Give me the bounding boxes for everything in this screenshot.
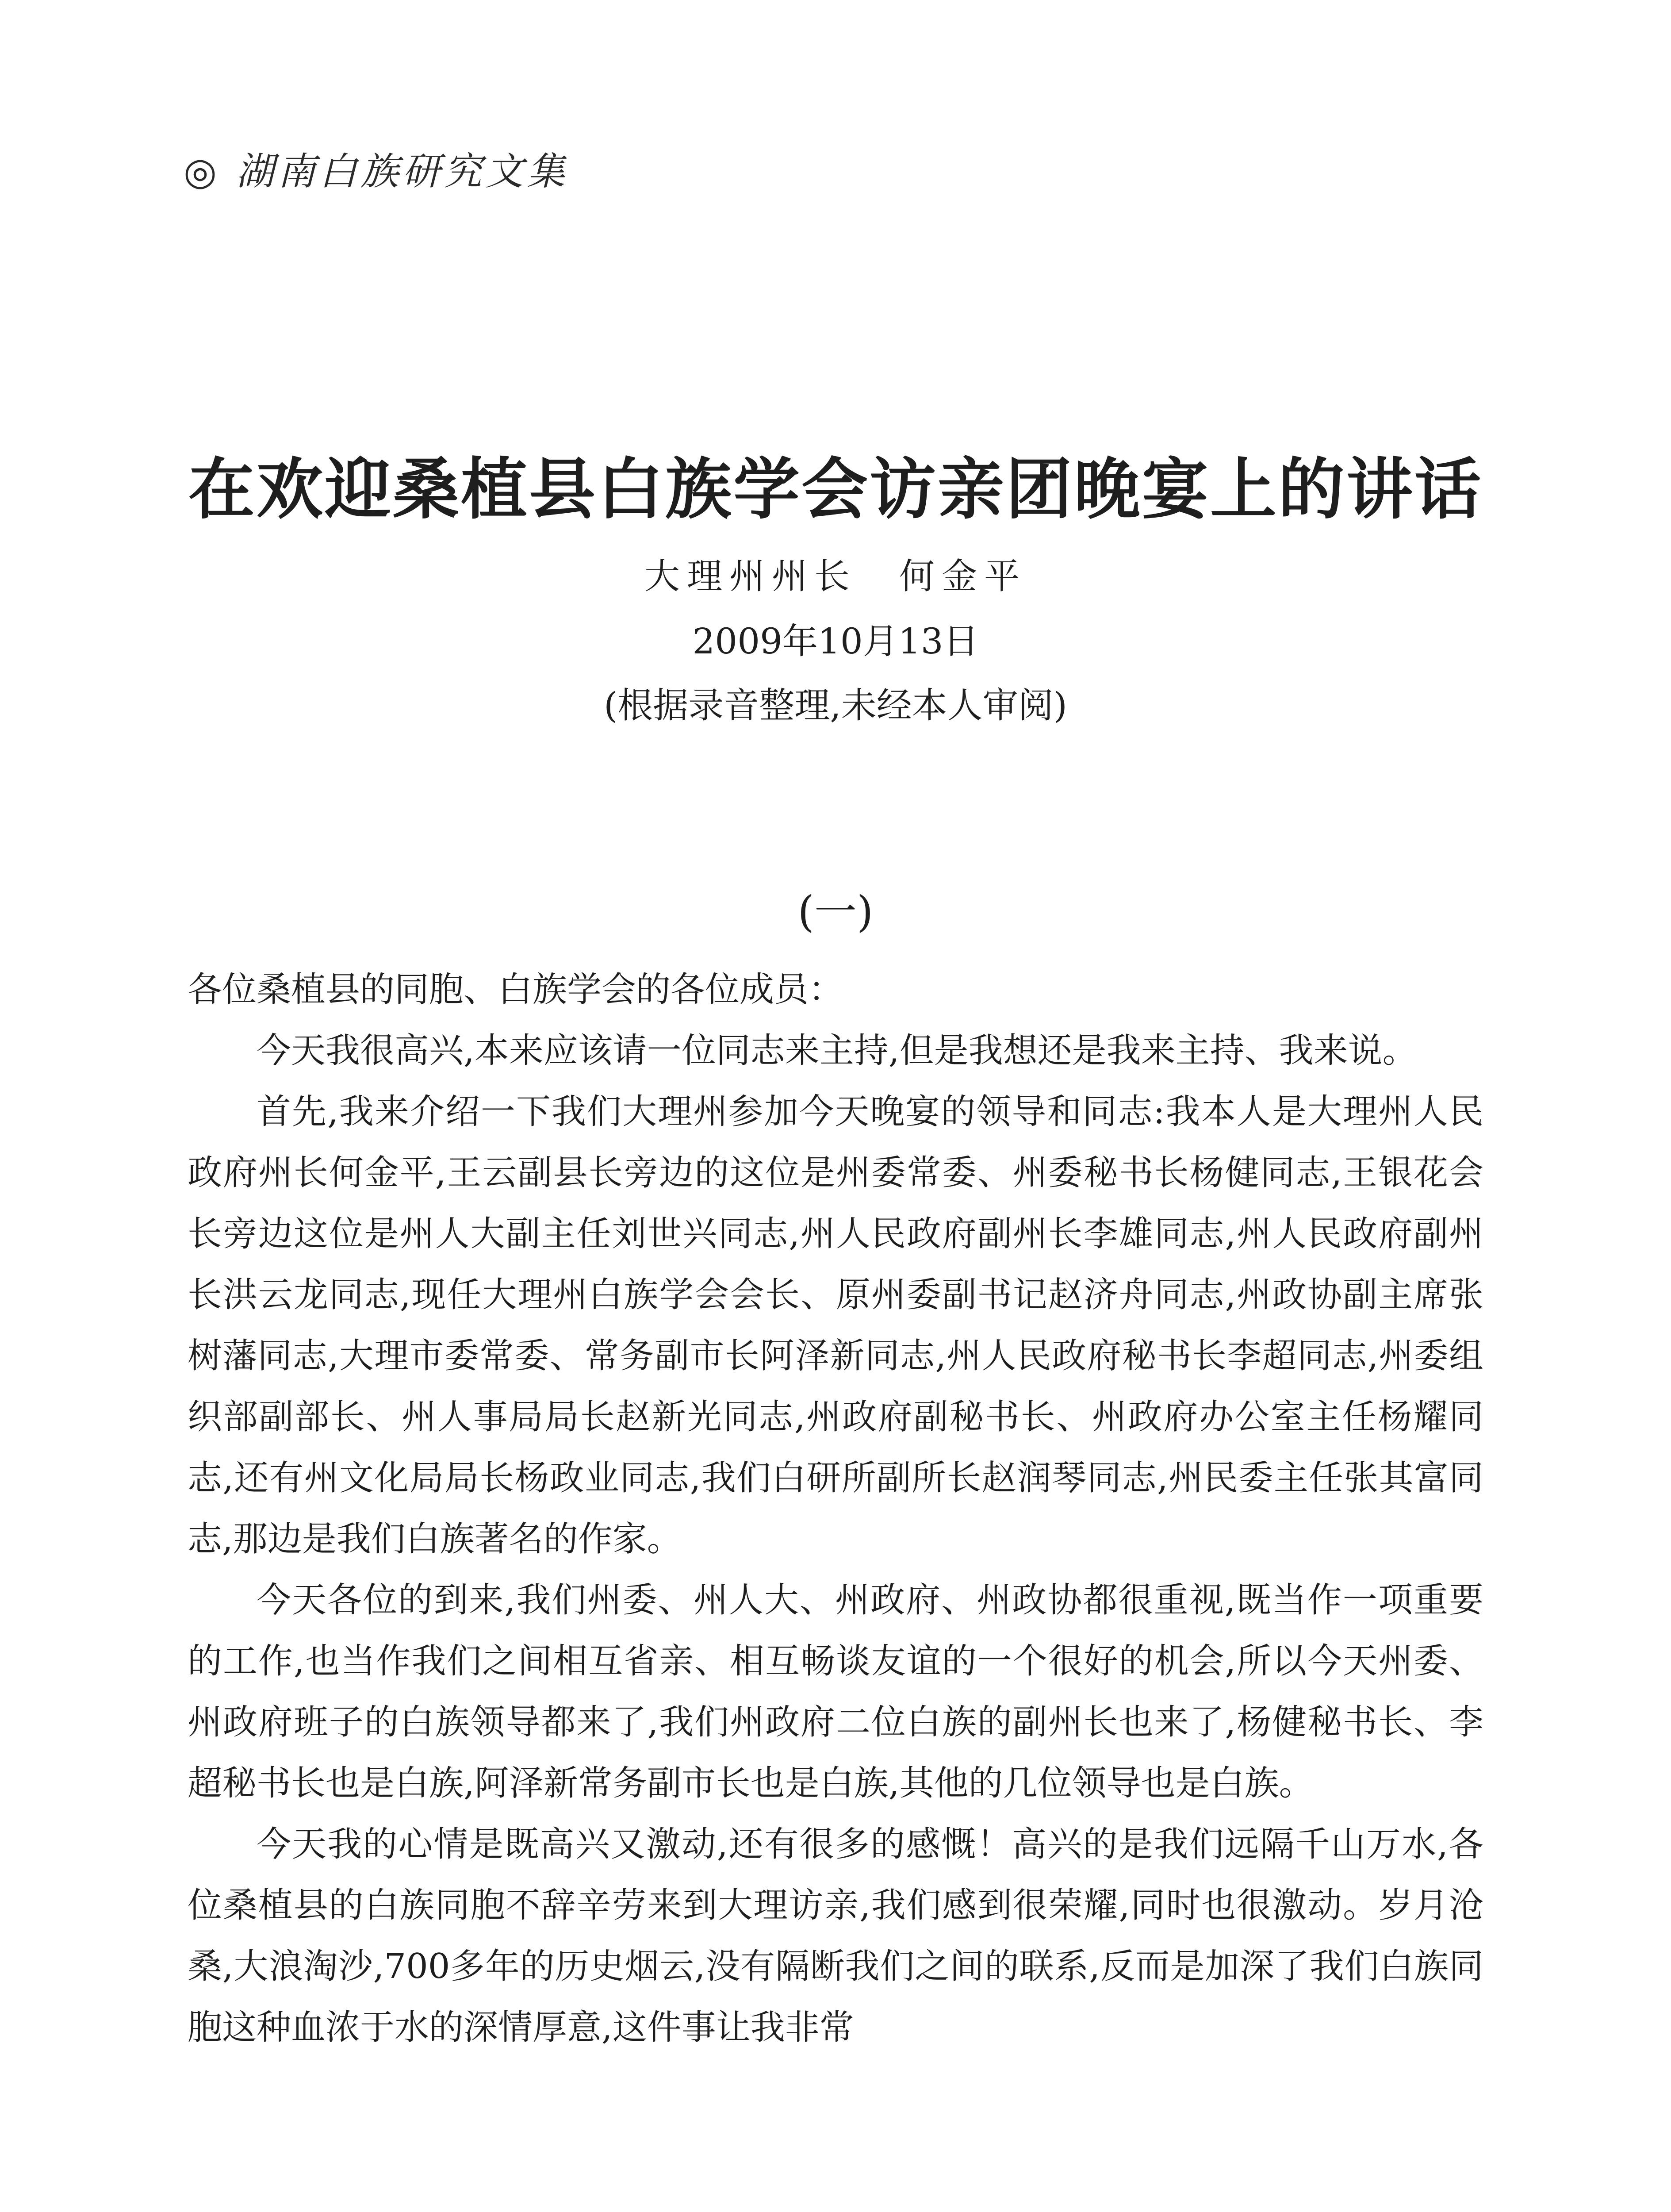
salutation-paragraph: 各位桑植县的同胞、白族学会的各位成员：: [188, 970, 843, 1010]
article-body: [188, 959, 1483, 2058]
series-title: ◎ 湖南白族研究文集: [184, 150, 569, 194]
article-author: 大理州州长 何金平: [644, 556, 1027, 597]
body-paragraph: 今天我很高兴,本来应该请一位同志来主持,但是我想还是我来主持、我来说。: [257, 1031, 1417, 1071]
article-title: 在欢迎桑植县白族学会访亲团晚宴上的讲话: [188, 450, 1483, 528]
article-date: 2009年10月13日: [692, 621, 979, 662]
running-header: [184, 141, 568, 196]
body-paragraph: 今天各位的到来,我们州委、州人大、州政府、州政协都很重视,既当作一项重要的工作,也当作我们之间相互省亲、相互畅谈友谊的一个很好的机会,所以今天州委、州政府班子的白族领导都来了,我们州政府二位白族的副州长也来了,杨健秘书长、李超秘书长也是白族,阿泽新常务副市长也是白族,其他的几位领导也是白族。: [188, 1580, 1483, 1803]
body-paragraph: 首先,我来介绍一下我们大理州参加今天晚宴的领导和同志:我本人是大理州人民政府州长何金平,王云副县长旁边的这位是州委常委、州委秘书长杨健同志,王银花会长旁边这位是州人大副主任刘世兴同志,州人民政府副州长李雄同志,州人民政府副州长洪云龙同志,现任大理州白族学会会长、原州委副书记赵济舟同志,州政协副主席张树藩同志,大理市委常委、常务副市长阿泽新同志,州人民政府秘书长李超同志,州委组织部副部长、州人事局局长赵新光同志,州政府副秘书长、州政府办公室主任杨耀同志,还有州文化局局长杨政业同志,我们白研所副所长赵润琴同志,州民委主任张其富同志,那边是我们白族著名的作家。: [188, 1092, 1483, 1559]
article-note: (根据录音整理,未经本人审阅): [604, 685, 1067, 726]
section-heading: (一): [797, 887, 874, 937]
body-paragraph: 今天我的心情是既高兴又激动,还有很多的感慨！高兴的是我们远隔千山万水,各位桑植县的白族同胞不辞辛劳来到大理访亲,我们感到很荣耀,同时也很激动。岁月沧桑,大浪淘沙,700多年的历史烟云,没有隔断我们之间的联系,反而是加深了我们白族同胞这种血浓于水的深情厚意,这件事让我非常: [188, 1824, 1483, 2047]
